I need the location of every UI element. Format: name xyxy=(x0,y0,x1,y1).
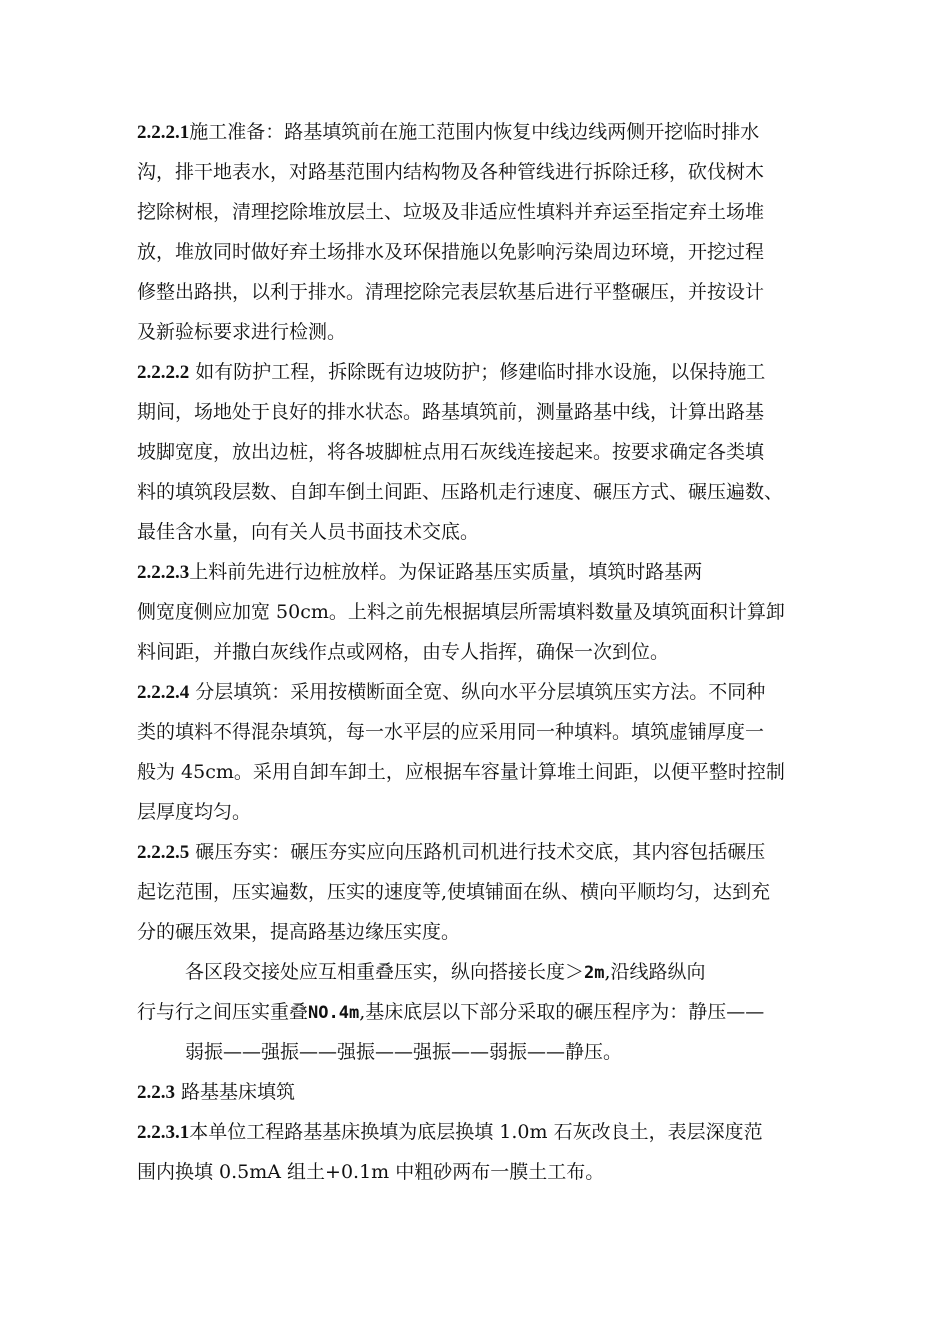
para-text: 上料前先进行边桩放样。为保证路基压实质量，填筑时路基两 xyxy=(189,561,703,583)
para-2-2-2-2-line-3: 坡脚宽度，放出边桩，将各坡脚桩点用石灰线连接起来。按要求确定各类填 xyxy=(137,441,765,463)
para-2-2-2-2-line-1 xyxy=(137,352,827,392)
para-2-2-2-1-line-3: 挖除树根，清理挖除堆放层土、垃圾及非适应性填料并弃运至指定弃土场堆 xyxy=(137,201,765,223)
para-2-2-2-1-line-4: 放，堆放同时做好弃土场排水及环保措施以免影响污染周边环境，开挖过程 xyxy=(137,241,765,263)
overlap-width: NO.4m xyxy=(308,1003,360,1023)
para-2-2-2-5-line-3: 分的碾压效果，提高路基边缘压实度。 xyxy=(137,921,461,943)
overlap-para-line-1 xyxy=(137,952,827,992)
para-2-2-2-4-line-3: 般为 45cm。采用自卸车卸土，应根据车容量计算堆土间距，以便平整时控制 xyxy=(137,761,785,783)
para-2-2-3-1-line-1 xyxy=(137,1112,827,1152)
section-number: 2.2.2.3 xyxy=(137,562,190,583)
para-text: 分层填筑：采用按横断面全宽、纵向水平分层填筑压实方法。不同种 xyxy=(189,681,766,703)
heading-text: 路基基床填筑 xyxy=(175,1081,296,1103)
overlap-length: 2m xyxy=(584,963,605,983)
para-2-2-3-1-line-2: 围内换填 0.5mA 组土+0.1m 中粗砂两布一膜土工布。 xyxy=(137,1161,605,1183)
para-text: 碾压夯实：碾压夯实应向压路机司机进行技术交底，其内容包括碾压 xyxy=(189,841,766,863)
document-body xyxy=(137,112,827,1192)
para-2-2-2-3-line-1 xyxy=(137,552,827,592)
overlap-para-line-3: 弱振——强振——强振——强振——弱振——静压。 xyxy=(185,1041,623,1063)
para-text: 本单位工程路基基床换填为底层换填 1.0m 石灰改良土，表层深度范 xyxy=(189,1121,763,1143)
para-2-2-2-2-line-5: 最佳含水量，向有关人员书面技术交底。 xyxy=(137,521,480,543)
section-number: 2.2.2.4 xyxy=(137,682,190,703)
para-2-2-2-1-line-2: 沟，排干地表水，对路基范围内结构物及各种管线进行拆除迁移，砍伐树木 xyxy=(137,161,765,183)
para-text: 各区段交接处应互相重叠压实，纵向搭接长度＞ xyxy=(185,961,585,983)
overlap-para-line-2 xyxy=(137,992,827,1032)
heading-2-2-3 xyxy=(137,1072,827,1112)
para-2-2-2-4-line-4: 层厚度均匀。 xyxy=(137,801,252,823)
para-2-2-2-2-line-2: 期间，场地处于良好的排水状态。路基填筑前，测量路基中线，计算出路基 xyxy=(137,401,765,423)
para-2-2-2-1-line-1 xyxy=(137,112,827,152)
section-number: 2.2.3.1 xyxy=(137,1122,190,1143)
section-number: 2.2.2.5 xyxy=(137,842,190,863)
para-2-2-2-3-line-3: 料间距，并撒白灰线作点或网格，由专人指挥，确保一次到位。 xyxy=(137,641,670,663)
para-2-2-2-4-line-1 xyxy=(137,672,827,712)
para-text: 施工准备：路基填筑前在施工范围内恢复中线边线两侧开挖临时排水 xyxy=(189,121,760,143)
para-2-2-2-5-line-2: 起讫范围，压实遍数，压实的速度等,使填铺面在纵、横向平顺均匀，达到充 xyxy=(137,881,771,903)
section-number: 2.2.2.2 xyxy=(137,362,190,383)
para-text: 如有防护工程，拆除既有边坡防护；修建临时排水设施，以保持施工 xyxy=(189,361,766,383)
para-2-2-2-1-line-6: 及新验标要求进行检测。 xyxy=(137,321,347,343)
para-2-2-2-2-line-4: 料的填筑段层数、自卸车倒土间距、压路机走行速度、碾压方式、碾压遍数、 xyxy=(137,481,784,503)
para-text: 行与行之间压实重叠 xyxy=(137,1001,309,1023)
para-text: ,沿线路纵向 xyxy=(604,961,706,983)
para-2-2-2-1-line-5: 修整出路拱，以利于排水。清理挖除完表层软基后进行平整碾压，并按设计 xyxy=(137,281,765,303)
section-number: 2.2.3 xyxy=(137,1082,175,1103)
para-text: ,基床底层以下部分采取的碾压程序为：静压—— xyxy=(359,1001,765,1023)
para-2-2-2-4-line-2: 类的填料不得混杂填筑，每一水平层的应采用同一种填料。填筑虚铺厚度一 xyxy=(137,721,765,743)
para-2-2-2-3-line-2: 侧宽度侧应加宽 50cm。上料之前先根据填层所需填料数量及填筑面积计算卸 xyxy=(137,601,785,623)
para-2-2-2-5-line-1 xyxy=(137,832,827,872)
section-number: 2.2.2.1 xyxy=(137,122,190,143)
